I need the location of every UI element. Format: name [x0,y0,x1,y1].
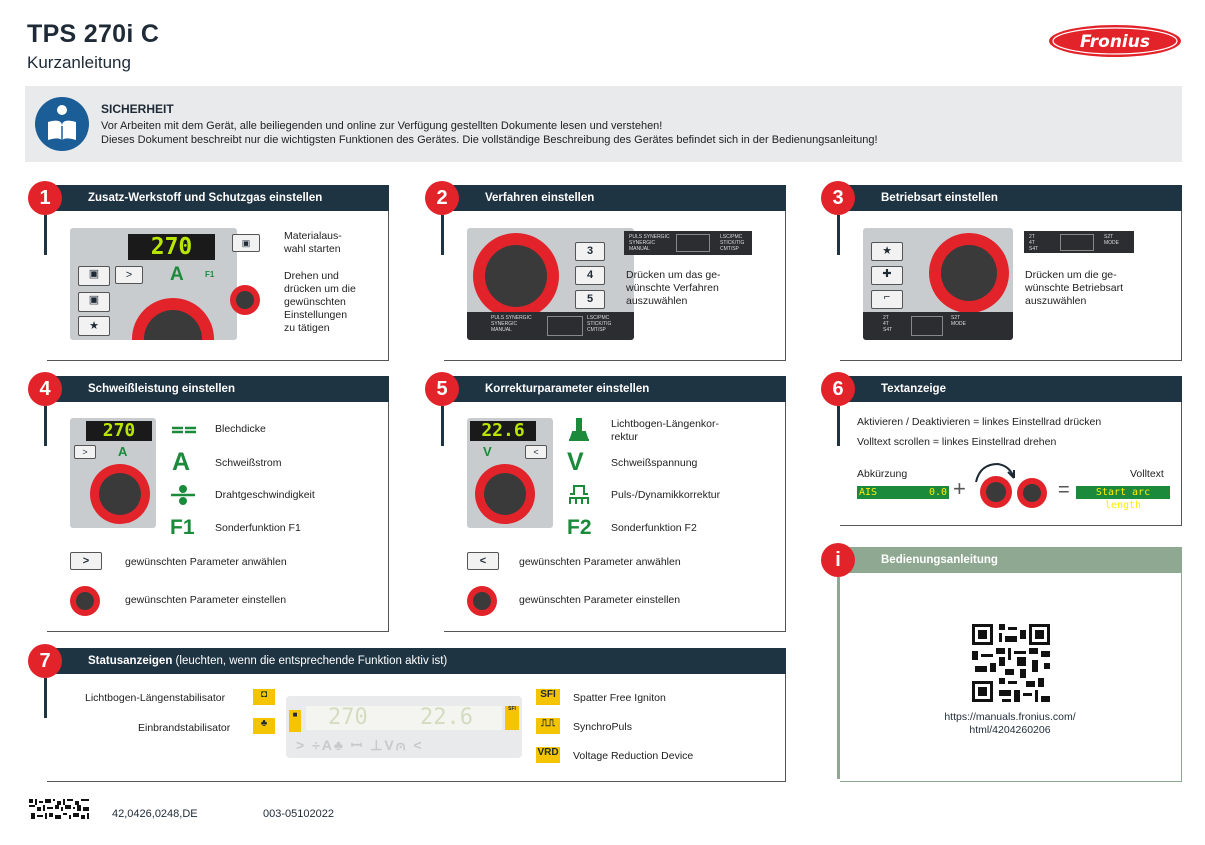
amp-icon: A [172,448,191,476]
lcd-display: 270 [128,234,215,260]
manual-url[interactable]: https://manuals.fronius.com/ html/4204260206 [944,711,1076,736]
amp-symbol: A [170,264,184,285]
arc-length-icon [569,418,589,442]
favorite-button[interactable]: ★ [78,316,110,336]
turn-press-label: Drehen und drücken um die gewünschten Einstellungen zu tätigen [284,270,356,334]
pulse-correction-icon [568,484,590,506]
material-button-icon: ▣ [232,234,260,252]
sfi-icon: SFI [536,689,560,705]
section-manual [818,547,1182,782]
label-puls-dynamik: Puls-/Dynamikkorrektur [611,489,721,501]
next-button[interactable]: > [74,445,96,459]
section-7-title: Statusanzeigen (leuchten, wenn die entsprechende Funktion aktiv ist) [42,648,786,674]
status-left-led: ■ [289,710,301,732]
section-2 [422,185,786,361]
section-5-title: Korrekturparameter einstellen [439,376,786,402]
process-label: Drücken um das ge- wünschte Verfahren auszuwählen [626,269,721,307]
safety-box [25,86,1182,162]
lcd-display: 22.6 [470,421,536,441]
section-1-badge: 1 [28,181,62,215]
select-param-label: gewünschten Parameter anwählen [519,556,681,568]
section-5-badge: 5 [425,372,459,406]
left-knob-icon [980,476,1012,508]
label-sonderfunktion-f1: Sonderfunktion F1 [215,522,301,534]
synchropuls-icon: ⎍⎍ [536,718,560,734]
section-5 [422,376,786,632]
section-6 [818,376,1182,526]
barcode [29,799,89,819]
next-button[interactable]: > [115,266,143,284]
short-label: Abkürzung [857,468,908,480]
activate-text: Aktivieren / Deaktivieren = linkes Einstellrad drücken [857,416,1102,428]
label-sfi: Spatter Free Igniton [573,692,666,704]
panel-2 [467,228,634,340]
select-param-label: gewünschten Parameter anwählen [125,556,287,568]
right-knob-icon [1017,478,1047,508]
panel-4 [70,418,156,528]
section-2-badge: 2 [425,181,459,215]
wire-button[interactable]: ✚ [871,266,903,285]
section-3 [818,185,1182,361]
wire-feed-icon [171,484,195,506]
label-synchropuls: SynchroPuls [573,721,632,733]
process-panel: PULS SYNERGIC SYNERGIC MANUAL LSC/PMC STICK/TIG CMT/SP [467,312,634,340]
mode-panel: 2T 4T S4T S2T MODE [863,312,1013,340]
mode-label: Drücken um die ge- wünschte Betriebsart auszuwählen [1025,269,1124,307]
main-knob[interactable] [475,464,535,524]
material-button[interactable]: ▣ [78,266,110,286]
label-sonderfunktion-f2: Sonderfunktion F2 [611,522,697,534]
label-blechdicke: Blechdicke [215,423,266,435]
button-5[interactable]: 5 [575,290,605,309]
status-symbols: > ÷A♣ ꟷ ⊥V⩀ < [296,737,424,753]
f1-symbol: F1 [205,270,215,279]
f2-icon: F2 [567,516,592,539]
volt-symbol: V [483,444,492,459]
status-display: 270 22.6 [306,706,502,730]
label-schweissstrom: Schweißstrom [215,457,282,469]
amp-symbol: A [118,444,128,459]
knob-icon [70,586,100,616]
material-label: Materialaus- wahl starten [284,230,342,255]
vrd-icon: VRD [536,747,560,763]
section-6-badge: 6 [821,372,855,406]
safety-line-1: Vor Arbeiten mit dem Gerät, alle beiliegenden und online zur Verfügung gestellten Dokumente lesen und verstehen! [101,120,663,132]
select-button-icon: < [467,552,499,570]
section-manual-title: Bedienungsanleitung [835,547,1182,573]
mode-panel-icon: 2T 4T S4T S2T MODE [1024,231,1134,253]
main-knob[interactable] [929,233,1009,313]
section-1-title: Zusatz-Werkstoff und Schutzgas einstellen [42,185,389,211]
main-knob[interactable] [132,298,214,340]
section-1 [25,185,389,361]
volt-icon: V [567,448,584,476]
button-4[interactable]: 4 [575,266,605,285]
status-panel [286,696,522,758]
section-3-title: Betriebsart einstellen [835,185,1182,211]
section-7 [25,648,786,782]
section-4 [25,376,389,632]
page-subtitle: Kurzanleitung [27,53,131,72]
doc-code: 42,0426,0248,DE [112,808,198,820]
plus-sign: + [953,476,966,501]
section-7-badge: 7 [28,644,62,678]
lcd-display: 270 [86,421,152,441]
safety-heading: SICHERHEIT [101,102,174,116]
label-schweissspannung: Schweißspannung [611,457,698,469]
panel-1 [70,228,237,340]
torch-button[interactable]: ⌐ [871,290,903,309]
version-code: 003-05102022 [263,808,334,820]
safety-text [101,119,878,147]
sheet-thickness-icon [171,424,197,436]
section-manual-badge: i [821,543,855,577]
safety-line-2: Dieses Dokument beschreibt nur die wichtigsten Funktionen des Gerätes. Die vollständige Beschreibung des Gerätes befindet sich in der Bedienungsanleitung! [101,134,878,146]
button-3[interactable]: 3 [575,242,605,261]
set-param-label: gewünschten Parameter einstellen [519,594,681,606]
short-display: AIS 0.0 [859,487,947,498]
full-label: Volltext [1130,468,1164,480]
label-drahtgeschwindigkeit: Drahtgeschwindigkeit [215,489,315,501]
section-3-badge: 3 [821,181,855,215]
section-4-badge: 4 [28,372,62,406]
label-vrd: Voltage Reduction Device [573,750,694,762]
status-right-led: SFI [505,706,519,730]
full-display: Start arc length [1076,486,1170,499]
knob-icon [230,285,260,315]
panel-3 [863,228,1013,340]
page-title: TPS 270i C [27,20,160,48]
penetration-stabilizer-icon: ♣ [253,718,275,734]
favorite-button[interactable]: ★ [871,242,903,261]
label-penetration-stabilizer: Einbrandstabilisator [138,722,231,734]
section-6-title: Textanzeige [835,376,1182,402]
svg-text:Fronius: Fronius [1080,32,1150,52]
select-button-icon: > [70,552,102,570]
qr-code [972,624,1050,702]
f1-icon: F1 [170,516,195,539]
label-lichtbogen: Lichtbogen-Längenkor- rektur [611,418,719,443]
label-arc-stabilizer: Lichtbogen-Längenstabilisator [85,692,226,704]
equals-sign: = [1058,479,1070,501]
read-manual-icon [34,96,90,152]
arc-stabilizer-icon: ◘ [253,689,275,705]
prev-button[interactable]: < [525,445,547,459]
process-panel-icon: PULS SYNERGIC SYNERGIC MANUAL LSC/PMC STICK/TIG CMT/SP [624,231,752,255]
fronius-logo [1048,24,1182,58]
main-knob[interactable] [473,233,559,319]
section-2-title: Verfahren einstellen [439,185,786,211]
panel-5 [467,418,553,528]
set-param-label: gewünschten Parameter einstellen [125,594,287,606]
main-knob[interactable] [90,464,150,524]
section-4-title: Schweißleistung einstellen [42,376,389,402]
scroll-text: Volltext scrollen = linkes Einstellrad drehen [857,436,1057,448]
gas-button[interactable]: ▣ [78,292,110,312]
knob-icon [467,586,497,616]
